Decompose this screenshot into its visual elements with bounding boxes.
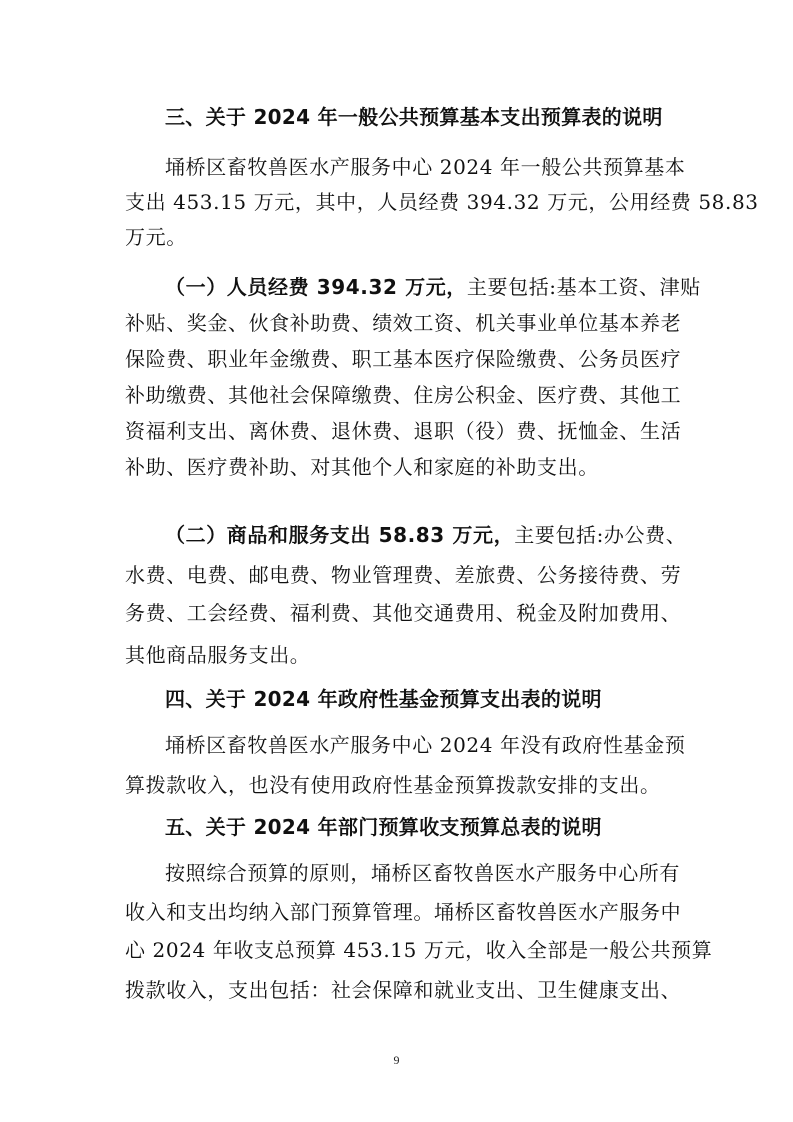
paragraph-line: 按照综合预算的原则，埇桥区畜牧兽医水产服务中心所有: [165, 861, 680, 885]
item-2-lead: （二）商品和服务支出 58.83 万元，: [165, 523, 515, 547]
item-1-rest: 主要包括:基本工资、津贴: [466, 275, 701, 299]
item-1-first-line: [165, 273, 701, 301]
paragraph-line: 埇桥区畜牧兽医水产服务中心 2024 年一般公共预算基本: [165, 155, 686, 179]
item-2-first-line: [165, 521, 685, 549]
paragraph-line: 支出 453.15 万元，其中，人员经费 394.32 万元，公用经费 58.83: [125, 190, 759, 214]
page-number: 9: [393, 1053, 400, 1067]
paragraph-line: 保险费、职业年金缴费、职工基本医疗保险缴费、公务员医疗: [125, 347, 682, 371]
section-heading-3: 三、关于 2024 年一般公共预算基本支出预算表的说明: [165, 105, 663, 129]
paragraph-line: 补贴、奖金、伙食补助费、绩效工资、机关事业单位基本养老: [125, 311, 682, 335]
paragraph-line: 万元。: [125, 225, 187, 249]
paragraph-line: 算拨款收入，也没有使用政府性基金预算拨款安排的支出。: [125, 773, 661, 797]
paragraph-line: 务费、工会经费、福利费、其他交通费用、税金及附加费用、: [125, 601, 682, 625]
item-2-rest: 主要包括:办公费、: [514, 523, 687, 547]
paragraph-line: 资福利支出、离休费、退休费、退职（役）费、抚恤金、生活: [125, 419, 682, 443]
paragraph-line: 其他商品服务支出。: [125, 643, 311, 667]
paragraph-line: 补助、医疗费补助、对其他个人和家庭的补助支出。: [125, 455, 599, 479]
paragraph-line: 补助缴费、其他社会保障缴费、住房公积金、医疗费、其他工: [125, 383, 682, 407]
paragraph-line: 水费、电费、邮电费、物业管理费、差旅费、公务接待费、劳: [125, 563, 682, 587]
item-1-lead: （一）人员经费 394.32 万元，: [165, 275, 467, 299]
section-heading-5: 五、关于 2024 年部门预算收支预算总表的说明: [165, 815, 602, 839]
section-heading-4: 四、关于 2024 年政府性基金预算支出表的说明: [165, 687, 602, 711]
paragraph-line: 心 2024 年收支总预算 453.15 万元，收入全部是一般公共预算: [125, 938, 713, 962]
paragraph-line: 拨款收入，支出包括：社会保障和就业支出、卫生健康支出、: [125, 978, 682, 1002]
paragraph-line: 埇桥区畜牧兽医水产服务中心 2024 年没有政府性基金预: [165, 733, 686, 757]
paragraph-line: 收入和支出均纳入部门预算管理。埇桥区畜牧兽医水产服务中: [125, 900, 682, 924]
